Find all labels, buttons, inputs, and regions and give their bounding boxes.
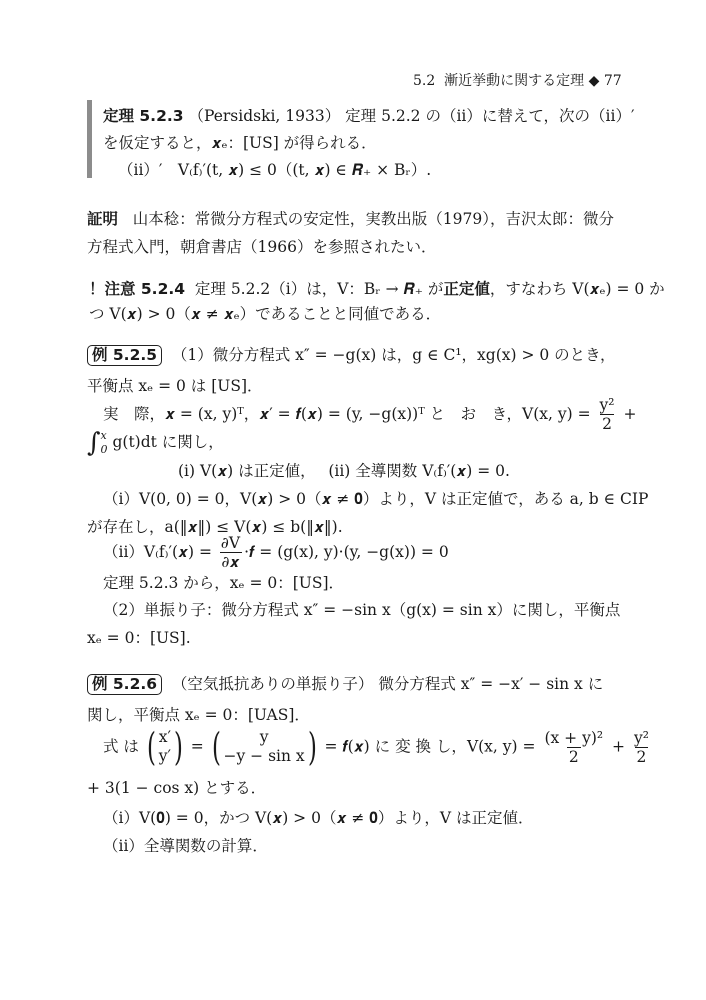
running-header (413, 70, 622, 90)
theorem-line-3: （ii）′ V₍f₎′(t, 𝒙) ≤ 0（(t, 𝒙) ∈ 𝑹₊ × Bᵣ）. (118, 161, 432, 179)
note-text-1b: ，すなわち V(𝒙ₑ) = 0 か (489, 280, 665, 298)
example-526-line-3 (103, 725, 653, 770)
vec-top: x′ (158, 728, 171, 746)
proof-label: 証明 (87, 210, 119, 228)
diamond-icon: ◆ (588, 73, 600, 89)
fraction-y2-over-2 (598, 397, 617, 433)
proof-text-1: 山本稔：常微分方程式の安定性，実教出版（1979），吉沢太郎：微分 (132, 210, 614, 228)
note-line-1 (89, 277, 665, 299)
example-525-line-4 (87, 428, 224, 458)
example-525-line-10: （2）単振り子：微分方程式 x″ = −sin x（g(x) = sin x）に関し，平衡点 (103, 601, 621, 619)
equals-sign: = (190, 737, 204, 756)
frac-num: y² (599, 396, 615, 414)
vector-xprime-yprime: ( x′ y′ ) (146, 725, 183, 770)
example-526-text-3b: = 𝒇(𝒙) に 変 換 し，V(x, y) = (324, 737, 536, 756)
example-526-label: 例 5.2.6 (87, 674, 162, 695)
example-525-line-9: 定理 5.2.3 から，xₑ = 0：[US]． (103, 574, 345, 592)
section-title: 漸近挙動に関する定理 (444, 73, 585, 89)
theorem-line-2: を仮定すると，𝒙ₑ：[US] が得られる． (103, 134, 377, 152)
integral-lower: 0 (100, 443, 108, 456)
fraction-xy-squared (542, 730, 605, 766)
example-525-text-8a: （ii）V₍f₎′(𝒙) = (103, 542, 212, 561)
proof-line-2: 方程式入門，朝倉書店（1966）を参照されたい． (87, 238, 437, 256)
vector-rhs: ( y −y − sin x ) (211, 725, 317, 770)
vec-bottom: y′ (158, 747, 171, 766)
theorem-text-1: （Persidski, 1933） 定理 5.2.2 の（ii）に替えて，次の（ii）′ (188, 107, 635, 125)
plus-sign: + (623, 404, 637, 423)
frac-num: y² (633, 728, 649, 747)
example-525-text-3: 実 際，𝒙 = (x, y)ᵀ，𝒙′ = 𝒇(𝒙) = (y, −g(x))ᵀ と お き，V(x, y) = (103, 404, 591, 423)
example-526-line-2: 関し，平衡点 xₑ = 0：[UAS]． (87, 706, 310, 724)
example-525-text-4: g(t)dt に関し， (112, 433, 224, 451)
note-text-1a: 定理 5.2.2（i）は，V：Bᵣ → 𝑹₊ が (194, 280, 444, 298)
fraction-dV-dx (219, 535, 242, 571)
example-525-text-1: （1）微分方程式 x″ = −g(x) は，g ∈ C¹，xg(x) > 0 のとき， (171, 346, 616, 364)
example-525-line-8 (103, 535, 449, 571)
theorem-line-1 (103, 104, 634, 126)
vec-top: y (259, 728, 269, 746)
example-525-text-8b: ·𝒇 = (g(x), y)·(y, −g(x)) = 0 (244, 542, 449, 561)
theorem-bar (87, 100, 92, 178)
example-525-line-1 (87, 343, 616, 365)
frac-den: 2 (568, 747, 579, 766)
example-525-line-5: (i) V(𝒙) は正定値， (ii) 全導関数 V₍f₎′(𝒙) = 0. (178, 462, 510, 480)
frac-num: ∂V (220, 534, 241, 552)
frac-den: ∂𝒙 (221, 553, 240, 572)
note-label: ！注意 5.2.4 (89, 280, 186, 298)
frac-den: 2 (636, 747, 647, 766)
theorem-label: 定理 5.2.3 (103, 107, 184, 125)
plus-sign: + (612, 737, 626, 756)
fraction-y2-over-2 (632, 730, 651, 766)
note-bold-term: 正定値 (443, 280, 490, 298)
note-line-2: つ V(𝒙) > 0（𝒙 ≠ 𝒙ₑ）であることと同値である． (89, 305, 442, 323)
example-526-line-6: （ii）全導関数の計算． (103, 837, 268, 855)
integral-sign: ∫ (87, 428, 101, 458)
example-525-label: 例 5.2.5 (87, 345, 162, 366)
page-number: 77 (603, 73, 622, 89)
example-526-line-4: + 3(1 − cos x) とする． (87, 779, 267, 797)
example-526-line-5: （i）V(𝟎) = 0，かつ V(𝒙) > 0（𝒙 ≠ 𝟎）より，V は正定値． (103, 809, 534, 827)
example-525-line-6: （i）V(0, 0) = 0，V(𝒙) > 0（𝒙 ≠ 𝟎）より，V は正定値で，ある a, b ∈ CIP (103, 490, 649, 508)
integral-upper: x (100, 428, 107, 442)
example-526-text-1: （空気抵抗ありの単振り子） 微分方程式 x″ = −x′ − sin x に (171, 675, 604, 693)
example-525-line-7: が存在し，a(‖𝒙‖) ≤ V(𝒙) ≤ b(‖𝒙‖). (87, 518, 343, 536)
example-526-line-1 (87, 672, 603, 694)
section-number: 5.2 (413, 73, 436, 89)
frac-num: (x + y)² (544, 728, 604, 747)
vec-bottom: −y − sin x (223, 747, 305, 766)
example-526-text-3a: 式 は (103, 737, 139, 756)
proof-line-1 (87, 207, 614, 229)
example-525-line-2: 平衡点 xₑ = 0 は [US]． (87, 377, 263, 395)
example-525-line-11: xₑ = 0：[US]. (87, 629, 191, 647)
frac-den: 2 (602, 415, 612, 434)
